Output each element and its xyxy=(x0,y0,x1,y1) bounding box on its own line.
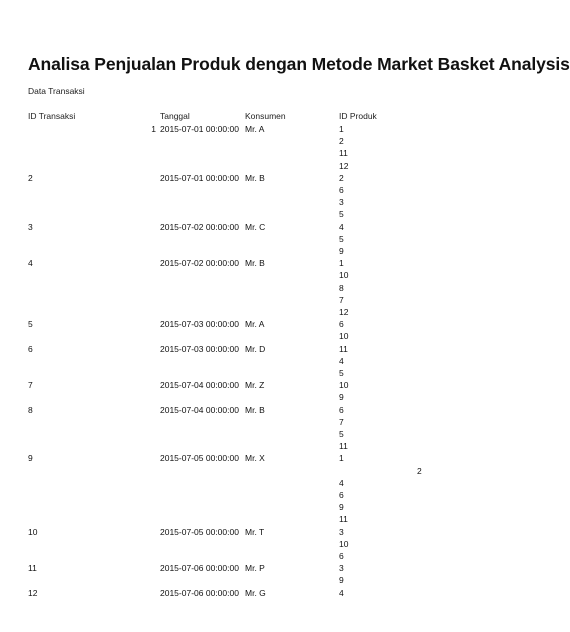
product-id: 12 xyxy=(339,160,349,171)
header-id-transaksi: ID Transaksi xyxy=(28,111,76,121)
transaction-id: 4 xyxy=(28,258,33,269)
product-id: 7 xyxy=(339,294,344,305)
product-id: 11 xyxy=(339,148,348,159)
transaction-date: 2015-07-06 00:00:00 xyxy=(160,563,239,574)
product-id: 11 xyxy=(339,343,348,354)
section-subtitle: Data Transaksi xyxy=(28,86,85,96)
transaction-id: 11 xyxy=(28,563,37,574)
product-id: 3 xyxy=(339,526,344,537)
transaction-id: 8 xyxy=(28,404,33,415)
product-id: 5 xyxy=(339,209,344,220)
product-id: 12 xyxy=(339,307,349,317)
product-id: 10 xyxy=(339,538,349,549)
product-id: 9 xyxy=(339,502,344,513)
transaction-date: 2015-07-02 00:00:00 xyxy=(160,258,239,269)
product-id: 1 xyxy=(339,124,344,134)
product-id: 11 xyxy=(339,514,348,525)
customer-name: Mr. A xyxy=(245,124,265,134)
product-id: 4 xyxy=(339,587,344,598)
customer-name: Mr. B xyxy=(245,258,265,269)
transaction-date: 2015-07-03 00:00:00 xyxy=(160,319,239,330)
transaction-date: 2015-07-06 00:00:00 xyxy=(160,587,239,598)
header-tanggal: Tanggal xyxy=(160,111,190,121)
product-id: 9 xyxy=(339,246,344,256)
product-id: 1 xyxy=(339,258,344,269)
transaction-id: 1 xyxy=(151,124,156,134)
transaction-date: 2015-07-01 00:00:00 xyxy=(160,124,239,134)
customer-name: Mr. P xyxy=(245,563,265,574)
product-id: 4 xyxy=(339,355,344,366)
product-id: 5 xyxy=(339,233,344,244)
header-konsumen: Konsumen xyxy=(245,111,286,121)
product-id: 7 xyxy=(339,416,344,427)
product-id: 2 xyxy=(339,172,344,183)
product-id: 6 xyxy=(339,185,344,195)
transaction-id: 10 xyxy=(28,526,38,537)
product-id: 6 xyxy=(339,490,344,500)
transaction-date: 2015-07-04 00:00:00 xyxy=(160,380,239,391)
transaction-date: 2015-07-05 00:00:00 xyxy=(160,453,239,464)
product-id: 10 xyxy=(339,270,349,281)
transaction-id: 9 xyxy=(28,453,33,464)
customer-name: Mr. Z xyxy=(245,380,265,391)
product-id: 3 xyxy=(339,563,344,574)
product-id: 10 xyxy=(339,380,349,391)
transaction-id: 6 xyxy=(28,343,33,354)
stray-value: 2 xyxy=(417,465,422,476)
transaction-date: 2015-07-03 00:00:00 xyxy=(160,343,239,354)
transaction-id: 2 xyxy=(28,172,33,183)
transaction-date: 2015-07-04 00:00:00 xyxy=(160,404,239,415)
product-id: 4 xyxy=(339,477,344,488)
customer-name: Mr. T xyxy=(245,526,265,537)
transaction-id: 3 xyxy=(28,221,33,232)
product-id: 6 xyxy=(339,319,344,330)
header-id-produk: ID Produk xyxy=(339,111,377,121)
transaction-id: 5 xyxy=(28,319,33,330)
customer-name: Mr. X xyxy=(245,453,265,464)
transaction-date: 2015-07-02 00:00:00 xyxy=(160,221,239,232)
customer-name: Mr. B xyxy=(245,172,265,183)
product-id: 2 xyxy=(339,136,344,147)
customer-name: Mr. C xyxy=(245,221,266,232)
customer-name: Mr. A xyxy=(245,319,265,330)
product-id: 11 xyxy=(339,441,348,452)
product-id: 8 xyxy=(339,282,344,293)
transaction-id: 12 xyxy=(28,587,38,598)
product-id: 5 xyxy=(339,368,344,378)
customer-name: Mr. D xyxy=(245,343,266,354)
product-id: 10 xyxy=(339,331,349,342)
product-id: 5 xyxy=(339,429,344,439)
customer-name: Mr. B xyxy=(245,404,265,415)
customer-name: Mr. G xyxy=(245,587,266,598)
product-id: 9 xyxy=(339,575,344,586)
page-title: Analisa Penjualan Produk dengan Metode Market Basket Analysis xyxy=(28,54,570,74)
product-id: 6 xyxy=(339,551,344,561)
transaction-id: 7 xyxy=(28,380,33,391)
product-id: 1 xyxy=(339,453,344,464)
product-id: 9 xyxy=(339,392,344,403)
transaction-date: 2015-07-01 00:00:00 xyxy=(160,172,239,183)
product-id: 4 xyxy=(339,221,344,232)
product-id: 6 xyxy=(339,404,344,415)
product-id: 3 xyxy=(339,197,344,208)
transaction-date: 2015-07-05 00:00:00 xyxy=(160,526,239,537)
